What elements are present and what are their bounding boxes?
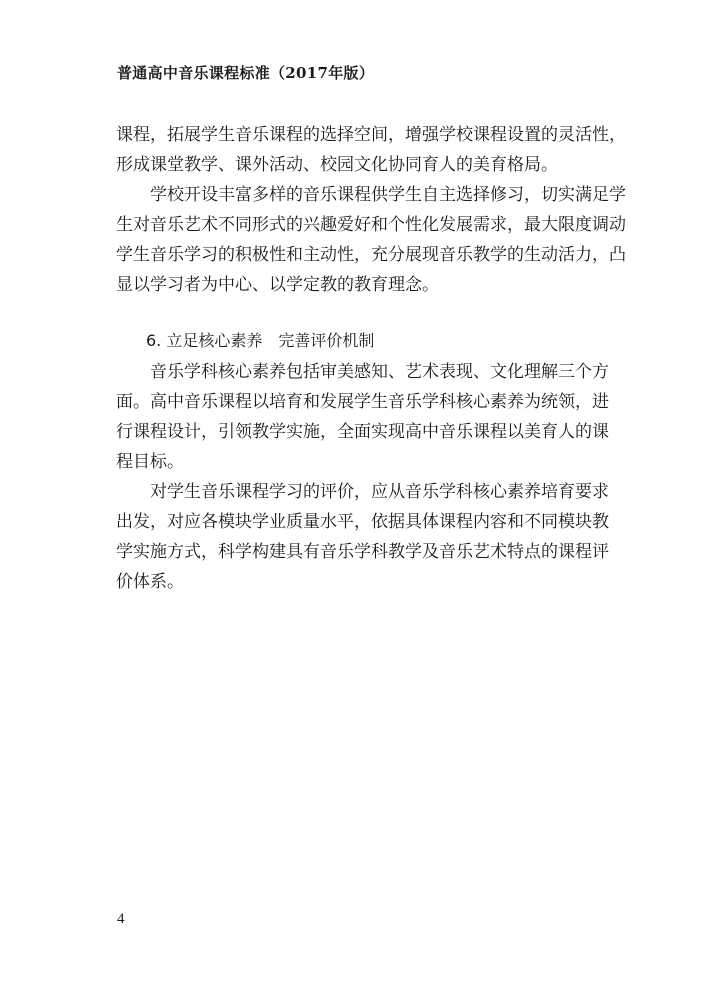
paragraph [116, 357, 609, 477]
text-line: 学校开设丰富多样的音乐课程供学生自主选择修习，切实满足学 [150, 185, 626, 205]
text-line: 对学生音乐课程学习的评价，应从音乐学科核心素养培育要求 [150, 482, 609, 502]
page-body [116, 120, 626, 597]
text-line: 出发，对应各模块学业质量水平，依据具体课程内容和不同模块教 [116, 512, 609, 532]
text-line: 学实施方式，科学构建具有音乐学科教学及音乐艺术特点的课程评 [116, 542, 609, 562]
text-line: 面。高中音乐课程以培育和发展学生音乐学科核心素养为统领，进 [116, 392, 609, 412]
text-line: 行课程设计，引领教学实施，全面实现高中音乐课程以美育人的课 [116, 422, 609, 442]
text-line: 生对音乐艺术不同形式的兴趣爱好和个性化发展需求，最大限度调动 [116, 215, 626, 235]
page-number: 4 [117, 911, 125, 927]
section-spacer [116, 300, 600, 325]
text-line: 学生音乐学习的积极性和主动性，充分展现音乐教学的生动活力，凸 [116, 245, 626, 265]
paragraph [116, 180, 626, 300]
text-line: 显以学习者为中心、以学定教的教育理念。 [116, 275, 439, 295]
section-heading: 6. 立足核心素养 完善评价机制 [146, 331, 375, 350]
text-line: 程目标。 [116, 452, 184, 472]
text-line: 课程，拓展学生音乐课程的选择空间，增强学校课程设置的灵活性， [116, 125, 626, 145]
text-line: 价体系。 [116, 572, 184, 592]
text-line: 音乐学科核心素养包括审美感知、艺术表现、文化理解三个方 [150, 362, 609, 382]
text-line: 形成课堂教学、课外活动、校园文化协同育人的美育格局。 [116, 155, 558, 175]
running-header: 普通高中音乐课程标准（2017年版） [117, 64, 375, 82]
paragraph [116, 120, 626, 180]
paragraph [116, 477, 609, 597]
